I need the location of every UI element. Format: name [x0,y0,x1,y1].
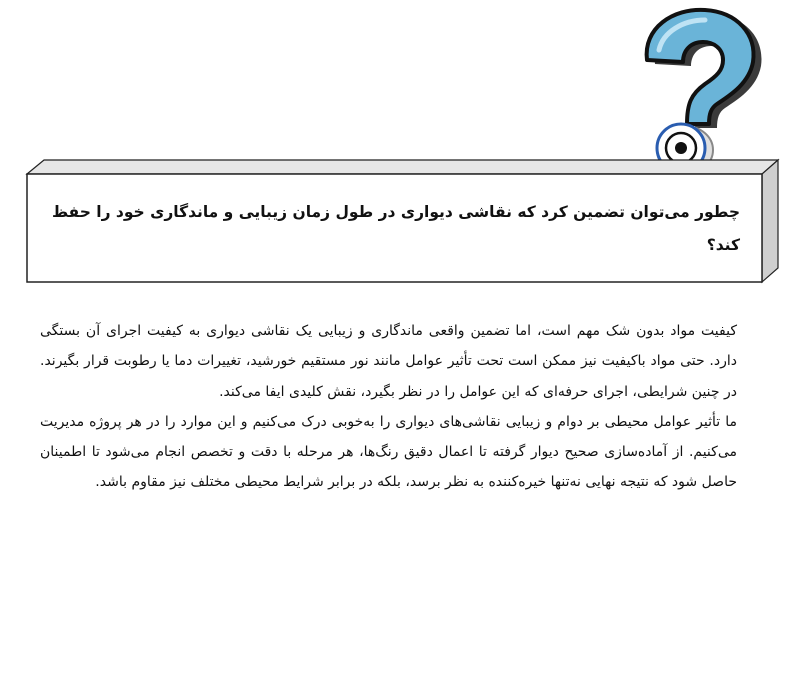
article-paragraph-1: کیفیت مواد بدون شک مهم است، اما تضمین واقعی ماندگاری و زیبایی یک نقاشی دیواری به کیفیت اجرای آن بستگی دارد. حتی مواد باکیفیت نیز ممکن است تحت تأثیر عوامل مانند نور مستقیم خورشید، تغییرات دما یا رطوبت قرار بگیرند. در چنین شرایطی، اجرای حرفه‌ای که این عوامل را در نظر بگیرد، نقش کلیدی ایفا می‌کند. [40,323,737,400]
article-body [40,316,737,498]
question-title: چطور می‌توان تضمین کرد که نقاشی دیواری در طول زمان زیبایی و ماندگاری خود را حفظ کند؟ [51,203,740,254]
article-paragraph-2: ما تأثیر عوامل محیطی بر دوام و زیبایی نقاشی‌های دیواری را به‌خوبی درک می‌کنیم و این موارد را در هر پروژه مدیریت می‌کنیم. از آماده‌سازی صحیح دیوار گرفته تا اعمال دقیق رنگ‌ها، هر مرحله با دقت و تخصص انجام می‌شود تا اطمینان حاصل شود که نتیجه نهایی نه‌تنها خیره‌کننده به نظر برسد، بلکه در برابر شرایط محیطی مختلف نیز مقاوم باشد. [40,413,737,491]
question-box [0,0,805,300]
